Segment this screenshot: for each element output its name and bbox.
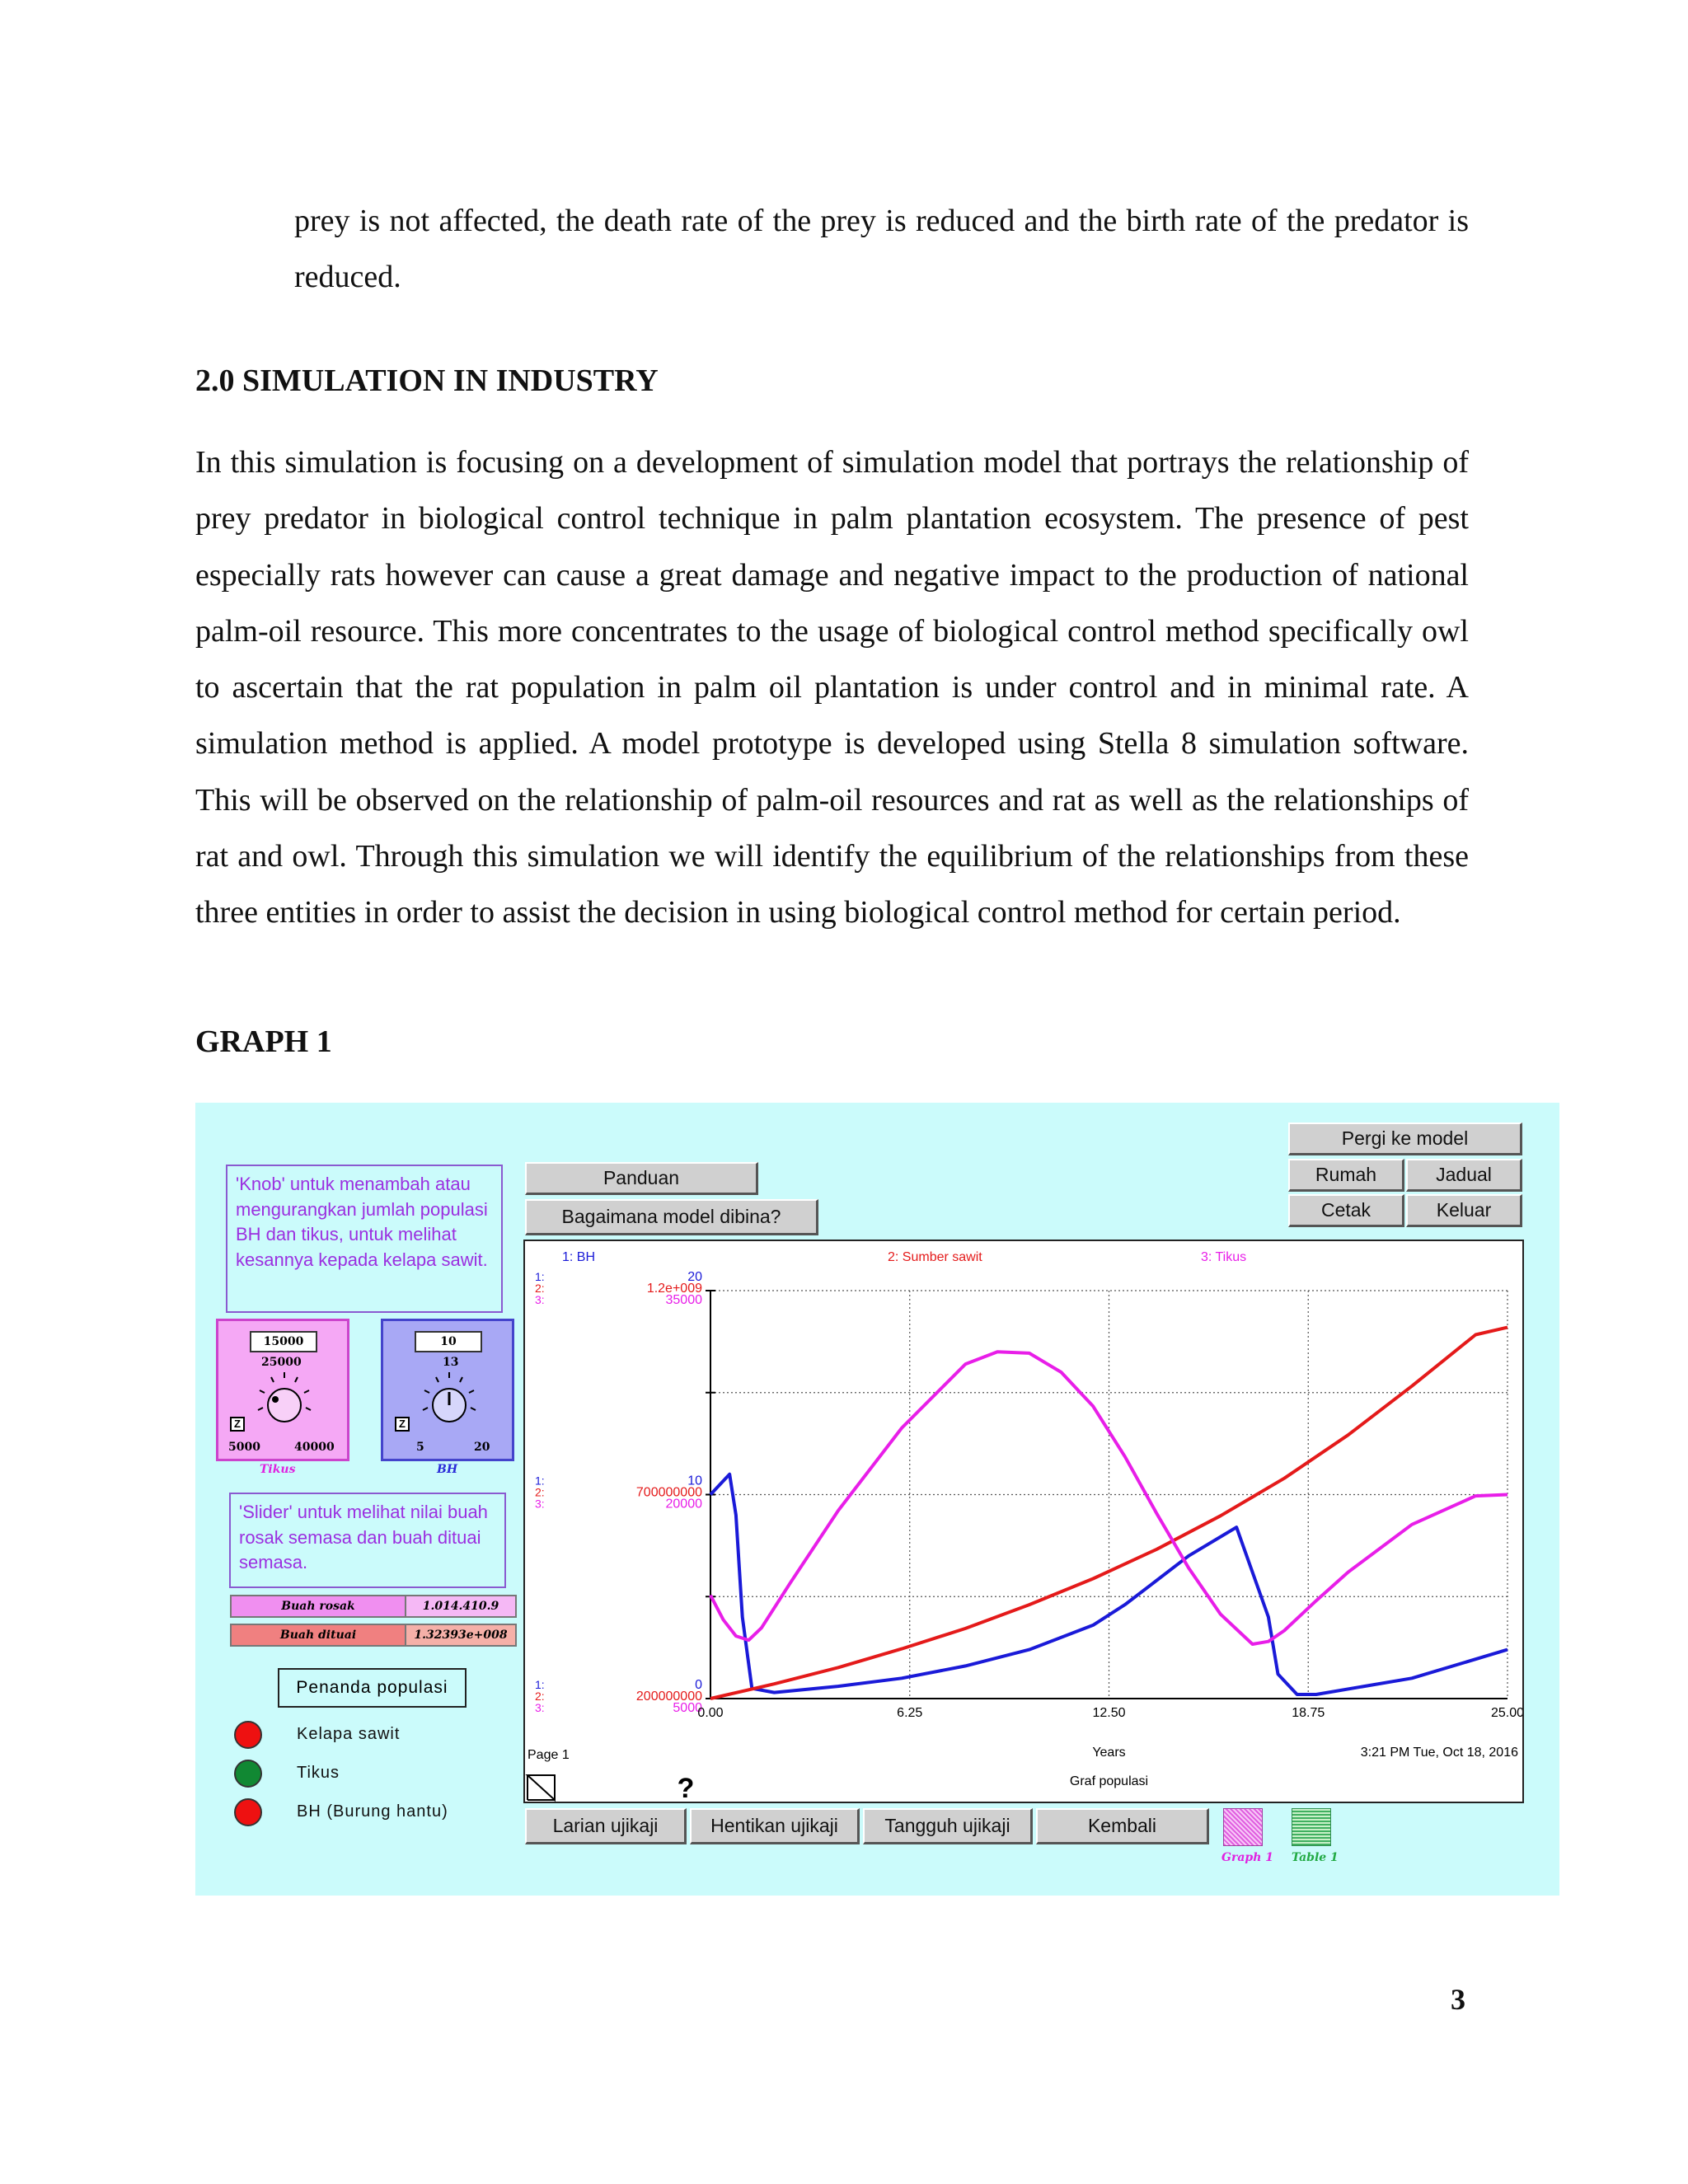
rumah-button[interactable]: Rumah — [1288, 1159, 1404, 1192]
x-tick-label: 18.75 — [1292, 1706, 1325, 1720]
pergi-ke-model-button[interactable]: Pergi ke model — [1288, 1122, 1522, 1155]
slider-buah-rosak-value: 1.014.410.9 — [406, 1596, 515, 1616]
slider-buah-rosak[interactable] — [230, 1595, 517, 1618]
knob-tikus-value-box — [250, 1331, 317, 1352]
help-icon[interactable]: ? — [677, 1773, 695, 1802]
indicator-label-bh: BH (Burung hantu) — [297, 1802, 448, 1821]
x-tick-label: 6.25 — [897, 1706, 923, 1720]
axis-marker-2: 2: — [535, 1690, 545, 1703]
axis-marker-1: 1: — [535, 1678, 545, 1691]
keluar-button[interactable]: Keluar — [1406, 1194, 1522, 1227]
slider-buah-dituai-label: Buah dituai — [232, 1625, 406, 1645]
y-tick-label-1: 10 — [687, 1474, 702, 1488]
axis-marker-3: 3: — [535, 1293, 545, 1306]
legend-1: 1: BH — [562, 1250, 596, 1264]
axis-marker-1: 1: — [535, 1474, 545, 1488]
slider-note: 'Slider' untuk melihat nilai buah rosak semasa dan buah dituai semasa. — [229, 1493, 506, 1588]
knob-tikus-lock-icon[interactable]: Z — [230, 1417, 245, 1432]
kembali-button[interactable]: Kembali — [1036, 1808, 1209, 1844]
hentikan-ujikaji-button[interactable]: Hentikan ujikaji — [690, 1808, 860, 1844]
page-number: 3 — [1451, 1983, 1465, 2016]
indicator-led-bh — [234, 1798, 262, 1826]
axis-marker-3: 3: — [535, 1701, 545, 1714]
knob-bh-lock-icon[interactable]: Z — [395, 1417, 410, 1432]
stella-simulation-panel — [195, 1103, 1559, 1896]
x-tick-label: 0.00 — [697, 1706, 724, 1720]
legend-2: 2: Sumber sawit — [888, 1250, 982, 1264]
slider-buah-rosak-label: Buah rosak — [232, 1596, 406, 1616]
knob-tikus-max: 40000 — [294, 1441, 335, 1454]
bagaimana-model-button[interactable]: Bagaimana model dibina? — [525, 1199, 818, 1235]
x-axis-title: Years — [1092, 1746, 1126, 1760]
knob-bh-value-box — [415, 1331, 482, 1352]
panduan-button[interactable]: Panduan — [525, 1162, 758, 1195]
knob-tikus-label: Tikus — [260, 1463, 296, 1476]
knob-bh-mid: 13 — [443, 1356, 459, 1369]
knob-bh[interactable] — [381, 1319, 514, 1461]
graph-heading: GRAPH 1 — [195, 1024, 332, 1059]
knob-bh-value: 10 — [440, 1335, 457, 1348]
graph-window — [523, 1240, 1524, 1803]
knob-tikus-mid: 25000 — [261, 1356, 302, 1369]
knob-tikus-dial[interactable] — [251, 1367, 317, 1433]
y-tick-label-3: 5000 — [673, 1701, 702, 1715]
graph-pad-label[interactable]: Graph 1 — [1221, 1851, 1273, 1864]
chart-title: Graf populasi — [1069, 1774, 1149, 1788]
table-pad-icon[interactable] — [1292, 1808, 1331, 1846]
slider-buah-dituai-value: 1.32393e+008 — [406, 1625, 515, 1645]
knob-bh-dial[interactable] — [416, 1367, 482, 1433]
y-tick-label-2: 1.2e+009 — [646, 1282, 702, 1296]
population-chart — [525, 1241, 1522, 1802]
axis-marker-2: 2: — [535, 1485, 545, 1499]
page-label: Page 1 — [528, 1748, 570, 1762]
knob-tikus[interactable] — [216, 1319, 349, 1461]
knob-note: 'Knob' untuk menambah atau mengurangkan jumlah populasi BH dan tikus, untuk melihat kesannya kepada kelapa sawit. — [226, 1165, 503, 1313]
legend-3: 3: Tikus — [1201, 1250, 1247, 1264]
section-heading: 2.0 SIMULATION IN INDUSTRY — [195, 363, 659, 398]
y-tick-label-1: 0 — [695, 1678, 702, 1692]
jadual-button[interactable]: Jadual — [1406, 1159, 1522, 1192]
tangguh-ujikaji-button[interactable]: Tangguh ujikaji — [863, 1808, 1033, 1844]
knob-bh-max: 20 — [474, 1441, 490, 1454]
graph-pad-icon[interactable] — [1223, 1808, 1263, 1846]
indicator-led-kelapa-sawit — [234, 1721, 262, 1749]
table-pad-label[interactable]: Table 1 — [1292, 1851, 1339, 1864]
y-tick-label-1: 20 — [687, 1270, 702, 1284]
timestamp: 3:21 PM Tue, Oct 18, 2016 — [1360, 1746, 1518, 1760]
slider-buah-dituai[interactable] — [230, 1624, 517, 1647]
series-line-2 — [710, 1328, 1507, 1699]
y-tick-label-3: 35000 — [665, 1293, 702, 1307]
y-tick-label-2: 700000000 — [635, 1485, 702, 1500]
cetak-button[interactable]: Cetak — [1288, 1194, 1404, 1227]
x-tick-label: 25.00 — [1490, 1706, 1522, 1720]
y-tick-label-3: 20000 — [665, 1497, 702, 1511]
axis-marker-1: 1: — [535, 1270, 545, 1283]
larian-ujikaji-button[interactable]: Larian ujikaji — [525, 1808, 687, 1844]
indicator-label-tikus: Tikus — [297, 1764, 340, 1782]
indicator-title: Penanda populasi — [278, 1668, 467, 1708]
knob-bh-label: BH — [437, 1463, 458, 1476]
main-paragraph: In this simulation is focusing on a development of simulation model that portrays the relationship of prey predator in biological control technique in palm plantation ecosystem. The presence of pest especially rats however can cause a great damage and negative impact to the production of national palm-oil resource. This more concentrates to the usage of biological control method specifically owl to ascertain that the rat population in palm oil plantation is under control and in minimal rate. A simulation method is applied. A model prototype is developed using Stella 8 simulation software. This will be observed on the relationship of palm-oil resources and rat as well as the relationships of rat and owl. Through this simulation we will identify the equilibrium of the relationships from these three entities in order to assist the decision in using biological control method for certain period. — [195, 445, 1469, 930]
indicator-led-tikus — [234, 1760, 262, 1788]
knob-tikus-min: 5000 — [228, 1441, 260, 1454]
knob-tikus-value: 15000 — [263, 1335, 304, 1348]
x-tick-label: 12.50 — [1092, 1706, 1126, 1720]
indicator-label-kelapa-sawit: Kelapa sawit — [297, 1725, 401, 1743]
y-tick-label-2: 200000000 — [635, 1690, 702, 1704]
knob-bh-min: 5 — [416, 1441, 424, 1454]
page-turn-icon — [528, 1775, 555, 1800]
continued-paragraph: prey is not affected, the death rate of the prey is reduced and the birth rate of the predator is reduced. — [294, 204, 1469, 294]
axis-marker-3: 3: — [535, 1497, 545, 1511]
axis-marker-2: 2: — [535, 1282, 545, 1295]
